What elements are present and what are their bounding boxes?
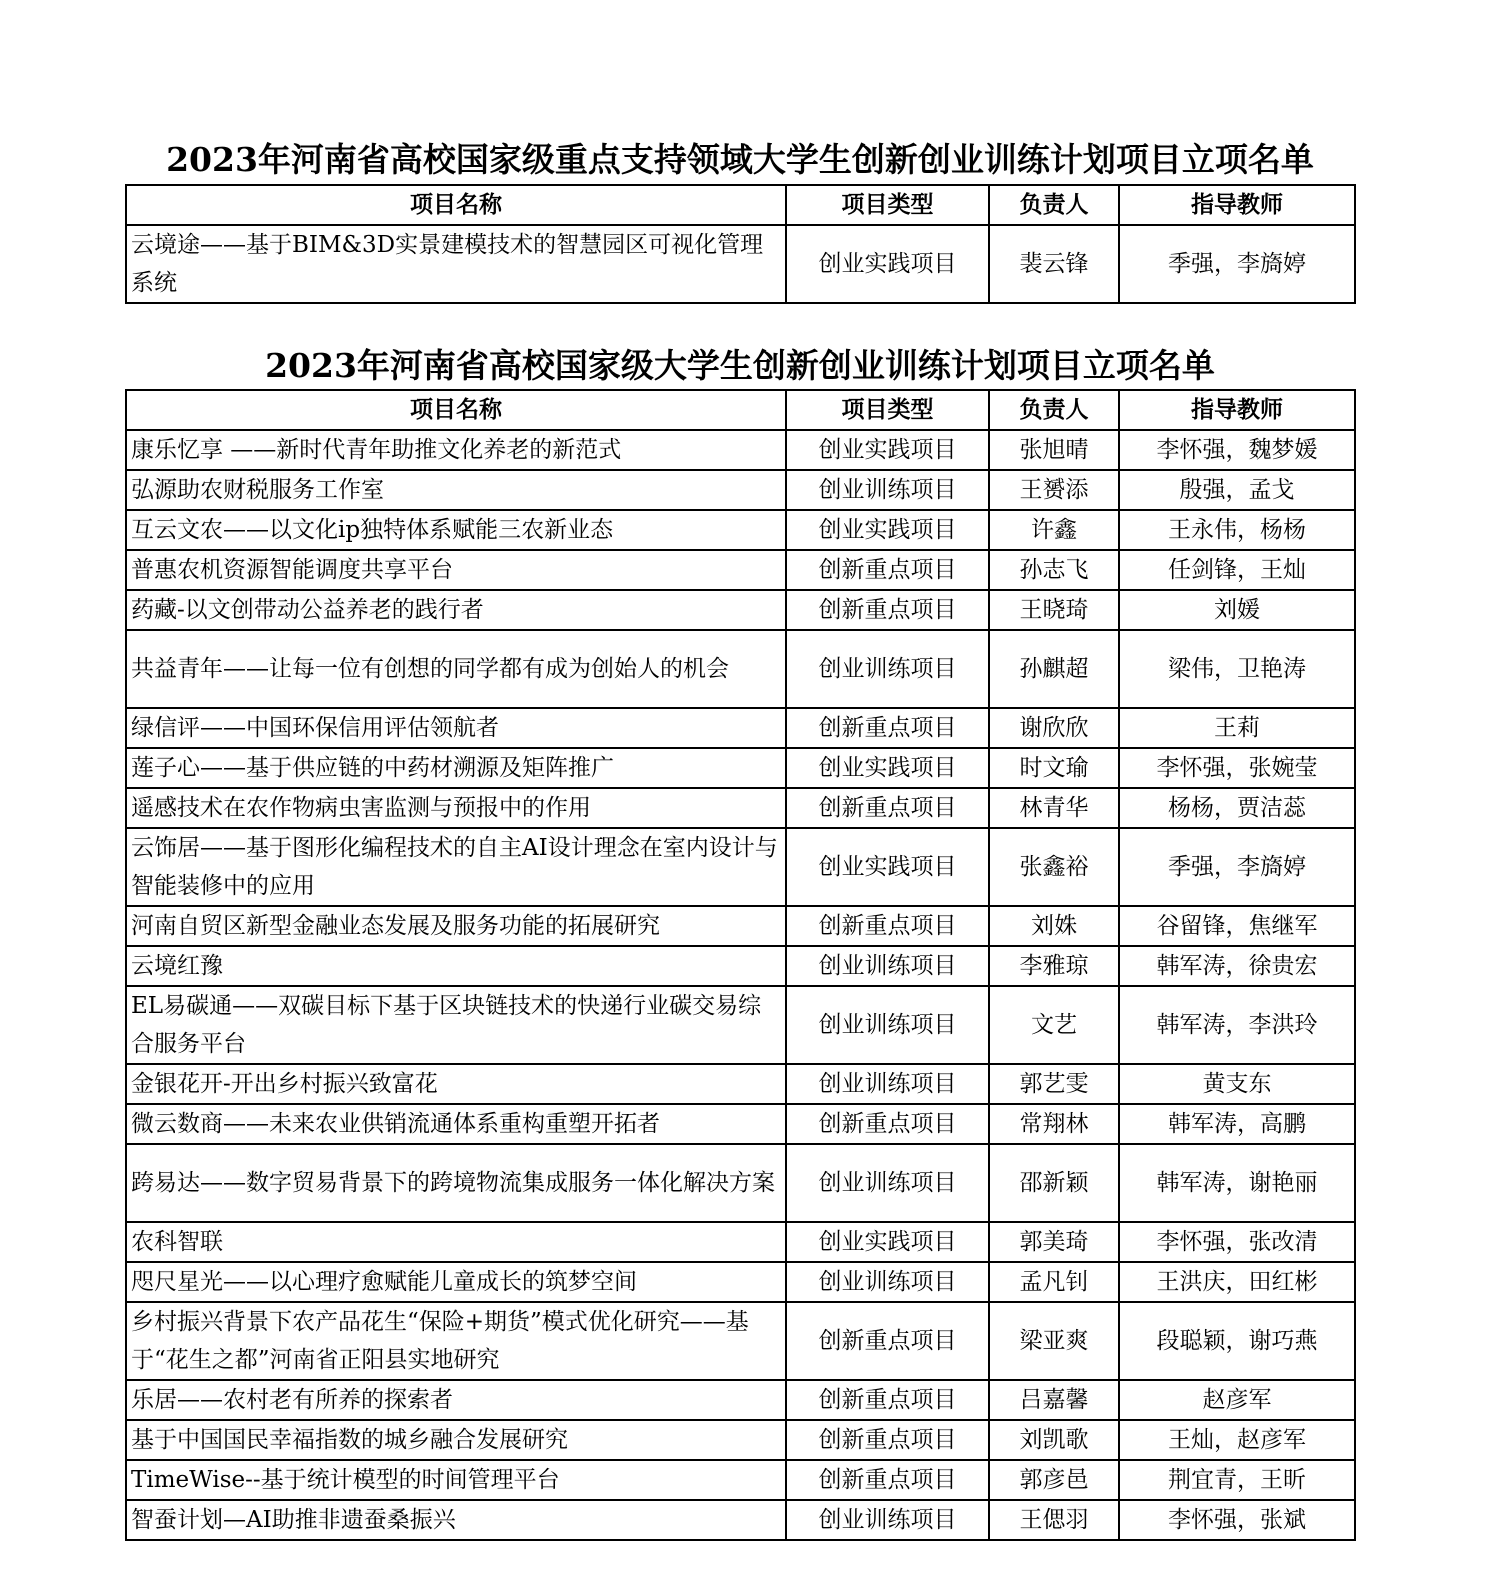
cell-leader: 裴云锋 bbox=[989, 225, 1119, 303]
cell-project-type: 创业训练项目 bbox=[786, 946, 989, 986]
cell-advisors: 李怀强，张婉莹 bbox=[1119, 748, 1355, 788]
cell-leader: 刘凯歌 bbox=[989, 1420, 1119, 1460]
cell-advisors: 王莉 bbox=[1119, 708, 1355, 748]
cell-project-type: 创新重点项目 bbox=[786, 1460, 989, 1500]
table-row bbox=[126, 1222, 1355, 1262]
cell-project-type: 创新重点项目 bbox=[786, 906, 989, 946]
cell-advisors: 王洪庆，田红彬 bbox=[1119, 1262, 1355, 1302]
cell-project-type: 创业实践项目 bbox=[786, 430, 989, 470]
table-row bbox=[126, 510, 1355, 550]
table-row bbox=[126, 1144, 1355, 1222]
header-leader: 负责人 bbox=[989, 390, 1119, 430]
table-row bbox=[126, 590, 1355, 630]
cell-project-name: 乐居——农村老有所养的探索者 bbox=[126, 1380, 786, 1420]
cell-advisors: 黄支东 bbox=[1119, 1064, 1355, 1104]
cell-advisors: 殷强，孟戈 bbox=[1119, 470, 1355, 510]
table-row bbox=[126, 1104, 1355, 1144]
cell-advisors: 李怀强，张斌 bbox=[1119, 1500, 1355, 1540]
cell-project-type: 创业训练项目 bbox=[786, 986, 989, 1064]
cell-project-name: EL易碳通——双碳目标下基于区块链技术的快递行业碳交易综合服务平台 bbox=[126, 986, 786, 1064]
table-row bbox=[126, 906, 1355, 946]
cell-project-name: 微云数商——未来农业供销流通体系重构重塑开拓者 bbox=[126, 1104, 786, 1144]
cell-project-name: 金银花开-开出乡村振兴致富花 bbox=[126, 1064, 786, 1104]
table-row bbox=[126, 828, 1355, 906]
cell-leader: 常翔林 bbox=[989, 1104, 1119, 1144]
cell-advisors: 杨杨，贾洁蕊 bbox=[1119, 788, 1355, 828]
table-row bbox=[126, 708, 1355, 748]
cell-leader: 邵新颖 bbox=[989, 1144, 1119, 1222]
cell-advisors: 李怀强，魏梦媛 bbox=[1119, 430, 1355, 470]
cell-advisors: 韩军涛，徐贵宏 bbox=[1119, 946, 1355, 986]
cell-leader: 王晓琦 bbox=[989, 590, 1119, 630]
cell-project-type: 创业训练项目 bbox=[786, 1262, 989, 1302]
cell-project-name: 乡村振兴背景下农产品花生“保险+期货”模式优化研究——基于“花生之都”河南省正阳县实地研究 bbox=[126, 1302, 786, 1380]
cell-advisors: 赵彦军 bbox=[1119, 1380, 1355, 1420]
header-project-type: 项目类型 bbox=[786, 390, 989, 430]
cell-leader: 郭彦邑 bbox=[989, 1460, 1119, 1500]
header-advisors: 指导教师 bbox=[1119, 390, 1355, 430]
cell-project-type: 创业实践项目 bbox=[786, 748, 989, 788]
table-row bbox=[126, 1460, 1355, 1500]
header-project-type: 项目类型 bbox=[786, 185, 989, 225]
cell-advisors: 任剑锋，王灿 bbox=[1119, 550, 1355, 590]
table-row bbox=[126, 1262, 1355, 1302]
cell-project-name: 咫尺星光——以心理疗愈赋能儿童成长的筑梦空间 bbox=[126, 1262, 786, 1302]
cell-leader: 刘姝 bbox=[989, 906, 1119, 946]
cell-project-type: 创业训练项目 bbox=[786, 1500, 989, 1540]
cell-project-name: 弘源助农财税服务工作室 bbox=[126, 470, 786, 510]
header-leader: 负责人 bbox=[989, 185, 1119, 225]
cell-leader: 郭艺雯 bbox=[989, 1064, 1119, 1104]
cell-advisors: 刘媛 bbox=[1119, 590, 1355, 630]
cell-leader: 王赟添 bbox=[989, 470, 1119, 510]
cell-project-name: 云境途——基于BIM&3D实景建模技术的智慧园区可视化管理系统 bbox=[126, 225, 786, 303]
cell-project-type: 创新重点项目 bbox=[786, 1420, 989, 1460]
cell-project-name: 云境红豫 bbox=[126, 946, 786, 986]
cell-leader: 郭美琦 bbox=[989, 1222, 1119, 1262]
table-row bbox=[126, 748, 1355, 788]
cell-advisors: 谷留锋，焦继军 bbox=[1119, 906, 1355, 946]
cell-project-name: 基于中国国民幸福指数的城乡融合发展研究 bbox=[126, 1420, 786, 1460]
cell-project-name: 共益青年——让每一位有创想的同学都有成为创始人的机会 bbox=[126, 630, 786, 708]
key-projects-table bbox=[125, 184, 1356, 304]
cell-project-name: 普惠农机资源智能调度共享平台 bbox=[126, 550, 786, 590]
cell-project-name: TimeWise--基于统计模型的时间管理平台 bbox=[126, 1460, 786, 1500]
table-row bbox=[126, 1420, 1355, 1460]
cell-project-name: 绿信评——中国环保信用评估领航者 bbox=[126, 708, 786, 748]
cell-leader: 许鑫 bbox=[989, 510, 1119, 550]
cell-project-type: 创新重点项目 bbox=[786, 1302, 989, 1380]
table-row bbox=[126, 225, 1355, 303]
cell-project-name: 药藏-以文创带动公益养老的践行者 bbox=[126, 590, 786, 630]
cell-leader: 谢欣欣 bbox=[989, 708, 1119, 748]
cell-leader: 吕嘉馨 bbox=[989, 1380, 1119, 1420]
cell-advisors: 季强，李旖婷 bbox=[1119, 828, 1355, 906]
section1-title: 2023年河南省高校国家级重点支持领域大学生创新创业训练计划项目立项名单 bbox=[166, 140, 1314, 179]
cell-project-type: 创新重点项目 bbox=[786, 550, 989, 590]
table-row bbox=[126, 1380, 1355, 1420]
cell-project-name: 河南自贸区新型金融业态发展及服务功能的拓展研究 bbox=[126, 906, 786, 946]
cell-leader: 孙志飞 bbox=[989, 550, 1119, 590]
cell-advisors: 段聪颖，谢巧燕 bbox=[1119, 1302, 1355, 1380]
table-header-row bbox=[126, 390, 1355, 430]
cell-advisors: 韩军涛，高鹏 bbox=[1119, 1104, 1355, 1144]
cell-project-name: 康乐忆享 ——新时代青年助推文化养老的新范式 bbox=[126, 430, 786, 470]
cell-project-type: 创业实践项目 bbox=[786, 1222, 989, 1262]
cell-project-type: 创新重点项目 bbox=[786, 1380, 989, 1420]
table-row bbox=[126, 788, 1355, 828]
table-row bbox=[126, 1302, 1355, 1380]
table-row bbox=[126, 946, 1355, 986]
table-row bbox=[126, 430, 1355, 470]
header-project-name: 项目名称 bbox=[126, 390, 786, 430]
cell-project-type: 创业实践项目 bbox=[786, 225, 989, 303]
cell-leader: 李雅琼 bbox=[989, 946, 1119, 986]
cell-project-name: 智蚕计划—AI助推非遗蚕桑振兴 bbox=[126, 1500, 786, 1540]
cell-advisors: 季强，李旖婷 bbox=[1119, 225, 1355, 303]
cell-leader: 张旭晴 bbox=[989, 430, 1119, 470]
cell-project-type: 创业训练项目 bbox=[786, 470, 989, 510]
cell-project-type: 创业实践项目 bbox=[786, 510, 989, 550]
cell-project-type: 创业训练项目 bbox=[786, 630, 989, 708]
cell-leader: 林青华 bbox=[989, 788, 1119, 828]
cell-advisors: 李怀强，张改清 bbox=[1119, 1222, 1355, 1262]
cell-advisors: 梁伟，卫艳涛 bbox=[1119, 630, 1355, 708]
cell-advisors: 荆宜青，王昕 bbox=[1119, 1460, 1355, 1500]
cell-project-name: 遥感技术在农作物病虫害监测与预报中的作用 bbox=[126, 788, 786, 828]
cell-project-name: 云饰居——基于图形化编程技术的自主AI设计理念在室内设计与智能装修中的应用 bbox=[126, 828, 786, 906]
table-row bbox=[126, 630, 1355, 708]
cell-advisors: 王灿，赵彦军 bbox=[1119, 1420, 1355, 1460]
cell-leader: 文艺 bbox=[989, 986, 1119, 1064]
cell-project-type: 创新重点项目 bbox=[786, 708, 989, 748]
header-project-name: 项目名称 bbox=[126, 185, 786, 225]
projects-table bbox=[125, 389, 1356, 1541]
cell-project-name: 莲子心——基于供应链的中药材溯源及矩阵推广 bbox=[126, 748, 786, 788]
cell-advisors: 韩军涛，李洪玲 bbox=[1119, 986, 1355, 1064]
cell-project-name: 互云文农——以文化ip独特体系赋能三农新业态 bbox=[126, 510, 786, 550]
table-row bbox=[126, 550, 1355, 590]
table-row bbox=[126, 470, 1355, 510]
cell-leader: 梁亚爽 bbox=[989, 1302, 1119, 1380]
cell-project-name: 农科智联 bbox=[126, 1222, 786, 1262]
cell-advisors: 王永伟，杨杨 bbox=[1119, 510, 1355, 550]
table-row bbox=[126, 986, 1355, 1064]
cell-project-type: 创新重点项目 bbox=[786, 788, 989, 828]
cell-project-type: 创业实践项目 bbox=[786, 828, 989, 906]
header-advisors: 指导教师 bbox=[1119, 185, 1355, 225]
cell-project-name: 跨易达——数字贸易背景下的跨境物流集成服务一体化解决方案 bbox=[126, 1144, 786, 1222]
cell-leader: 王偲羽 bbox=[989, 1500, 1119, 1540]
cell-project-type: 创新重点项目 bbox=[786, 590, 989, 630]
cell-project-type: 创业训练项目 bbox=[786, 1144, 989, 1222]
table-row bbox=[126, 1500, 1355, 1540]
cell-project-type: 创业训练项目 bbox=[786, 1064, 989, 1104]
section2-title: 2023年河南省高校国家级大学生创新创业训练计划项目立项名单 bbox=[265, 346, 1215, 385]
cell-leader: 孙麒超 bbox=[989, 630, 1119, 708]
cell-advisors: 韩军涛，谢艳丽 bbox=[1119, 1144, 1355, 1222]
cell-leader: 时文瑜 bbox=[989, 748, 1119, 788]
table-row bbox=[126, 1064, 1355, 1104]
table-header-row bbox=[126, 185, 1355, 225]
cell-project-type: 创新重点项目 bbox=[786, 1104, 989, 1144]
cell-leader: 张鑫裕 bbox=[989, 828, 1119, 906]
cell-leader: 孟凡钊 bbox=[989, 1262, 1119, 1302]
